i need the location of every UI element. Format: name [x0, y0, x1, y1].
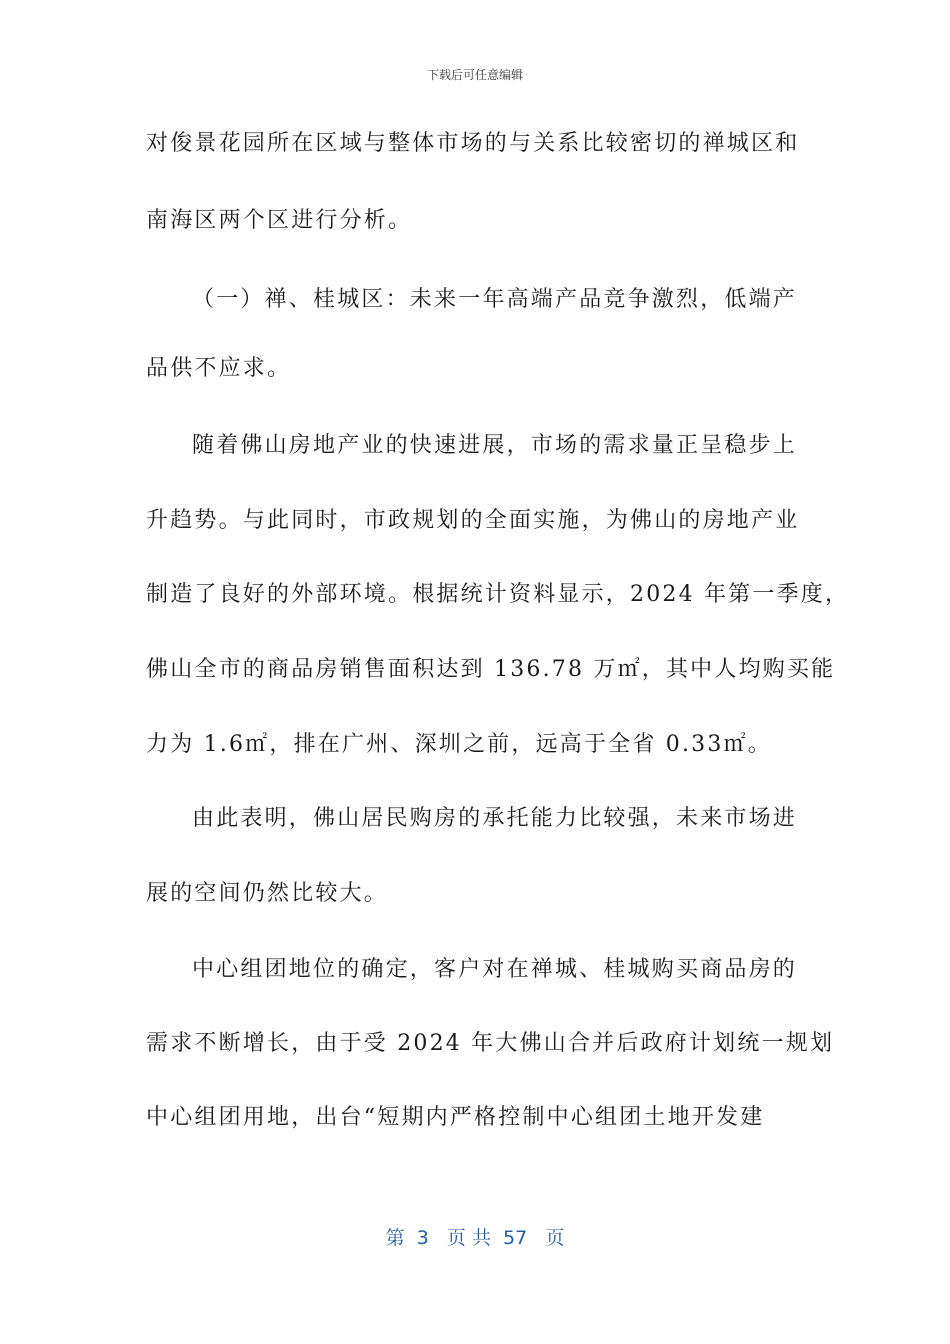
body-line-14: 中心组团用地，出台“短期内严格控制中心组团土地开发建 [146, 1105, 765, 1130]
body-line-7: 制造了良好的外部环境。根据统计资料显示，2024 年第一季度， [146, 582, 850, 607]
body-line-6: 升趋势。与此同时，市政规划的全面实施，为佛山的房地产业 [146, 508, 800, 533]
body-line-11: 展的空间仍然比较大。 [146, 881, 389, 906]
body-line-9: 力为 1.6㎡，排在广州、深圳之前，远高于全省 0.33㎡。 [146, 732, 772, 757]
header-note: 下载后可任意编辑 [426, 68, 523, 82]
body-line-8: 佛山全市的商品房销售面积达到 136.78 万㎡，其中人均购买能 [146, 657, 836, 682]
body-line-10: 由此表明，佛山居民购房的承托能力比较强，未来市场进 [192, 806, 798, 831]
page-footer: 第 3 页 共 57 页 [385, 1227, 565, 1249]
body-line-13: 需求不断增长，由于受 2024 年大佛山合并后政府计划统一规划 [146, 1031, 835, 1056]
section-heading-line-2: 品供不应求。 [146, 356, 292, 381]
body-line-1: 对俊景花园所在区域与整体市场的与关系比较密切的禅城区和 [146, 131, 800, 156]
body-line-5: 随着佛山房地产业的快速进展，市场的需求量正呈稳步上 [192, 433, 798, 458]
body-line-12: 中心组团地位的确定，客户对在禅城、桂城购买商品房的 [192, 957, 798, 982]
body-line-2: 南海区两个区进行分析。 [146, 208, 413, 233]
section-heading-line-1: （一）禅、桂城区：未来一年高端产品竞争激烈，低端产 [192, 287, 798, 312]
